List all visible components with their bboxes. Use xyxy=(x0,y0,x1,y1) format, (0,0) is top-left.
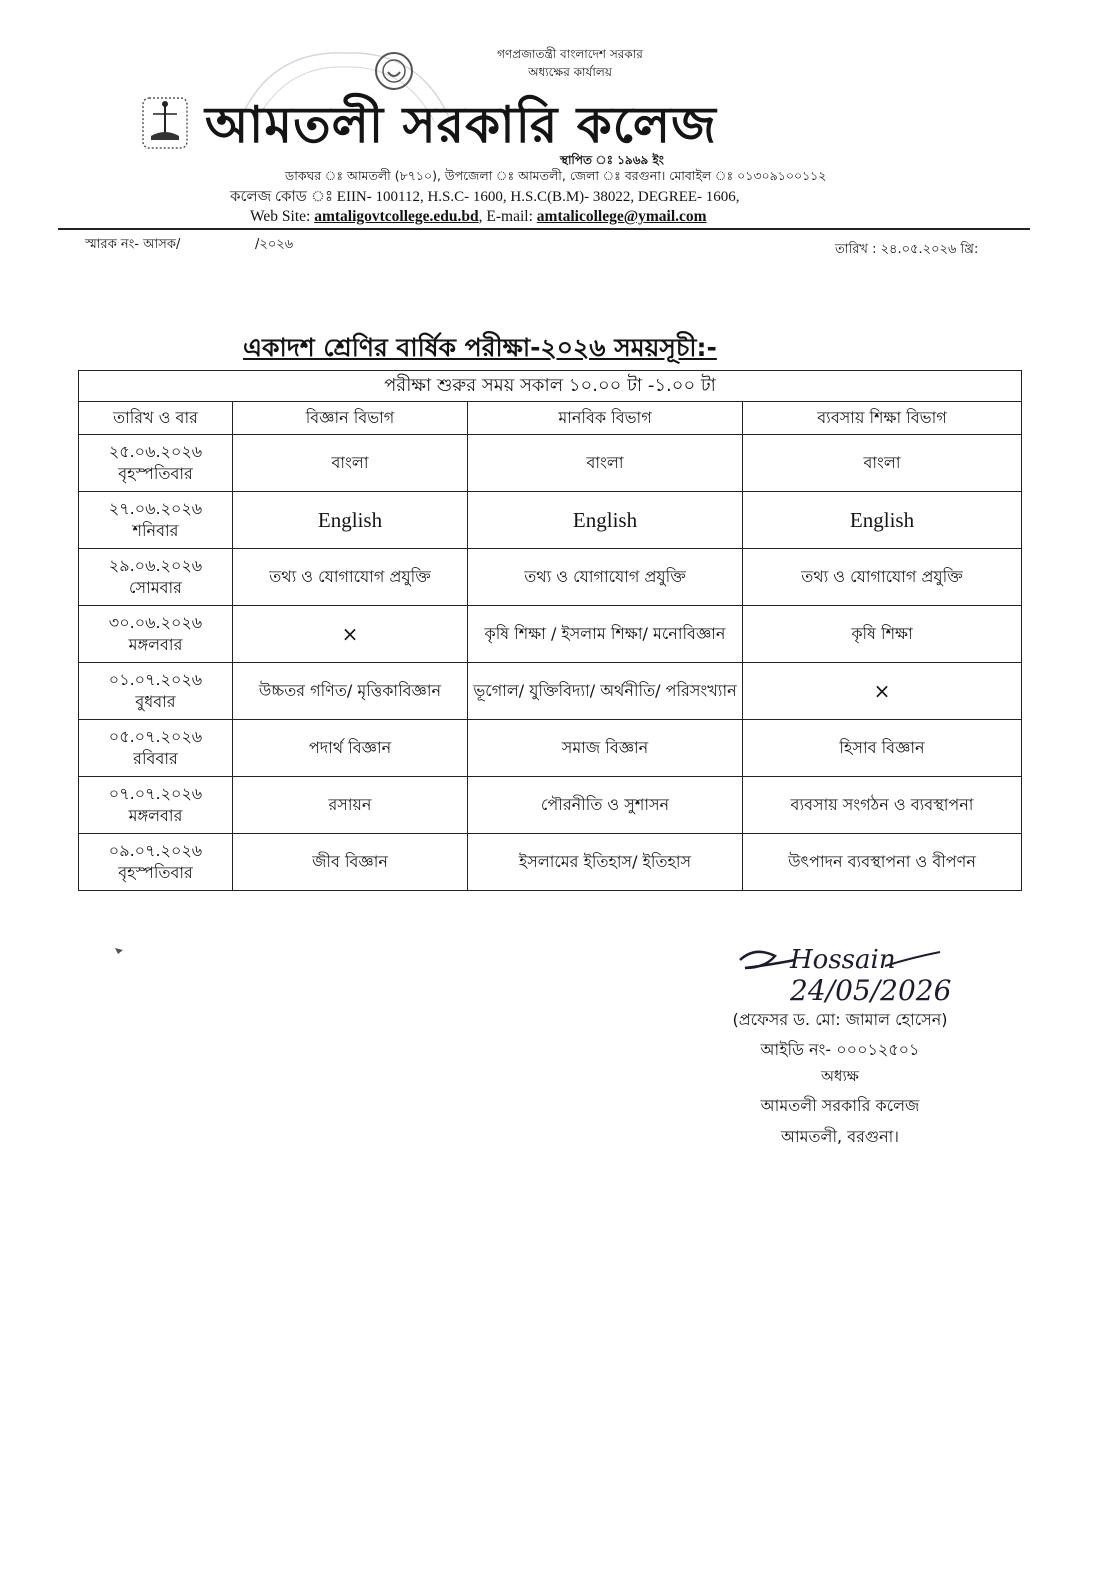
memo-reference: স্মারক নং- আসক/ xyxy=(85,237,181,252)
website-link[interactable]: amtaligovtcollege.edu.bd xyxy=(314,208,479,225)
header-divider xyxy=(58,228,1030,230)
business-subject: × xyxy=(743,663,1022,720)
business-subject: English xyxy=(743,492,1022,549)
business-subject: তথ্য ও যোগাযোগ প্রযুক্তি xyxy=(743,549,1022,606)
office-line: অধ্যক্ষের কার্যালয় xyxy=(528,65,612,79)
science-subject: তথ্য ও যোগাযোগ প্রযুক্তি xyxy=(233,549,468,606)
humanities-subject: বাংলা xyxy=(468,435,743,492)
business-subject: উৎপাদন ব্যবস্থাপনা ও বীপণন xyxy=(743,834,1022,891)
column-header-business: ব্যবসায় শিক্ষা বিভাগ xyxy=(743,402,1022,435)
table-row xyxy=(79,720,1022,777)
pen-mark xyxy=(115,948,123,954)
science-subject: English xyxy=(233,492,468,549)
exam-date: ০৫.০৭.২০২৬ xyxy=(108,727,203,746)
table-row xyxy=(79,492,1022,549)
college-emblem-icon xyxy=(137,92,193,154)
seal-icon xyxy=(373,50,415,92)
business-subject: কৃষি শিক্ষা xyxy=(743,606,1022,663)
exam-time-note: পরীক্ষা শুরুর সময় সকাল ১০.০০ টা -১.০০ টা xyxy=(79,371,1022,402)
exam-day: শনিবার xyxy=(132,521,179,540)
issue-date: তারিখ : ২৪.০৫.২০২৬ খ্রি: xyxy=(835,242,979,257)
business-subject: হিসাব বিজ্ঞান xyxy=(743,720,1022,777)
signature-name-text: Hossain xyxy=(790,945,896,975)
contact-line xyxy=(250,208,707,226)
memo-year: /২০২৬ xyxy=(255,237,294,252)
business-subject: বাংলা xyxy=(743,435,1022,492)
science-subject: × xyxy=(233,606,468,663)
college-name: আমতলী সরকারি কলেজ xyxy=(205,95,717,154)
exam-schedule-table xyxy=(78,370,1022,891)
handwritten-signature xyxy=(735,938,965,1008)
science-subject: পদার্থ বিজ্ঞান xyxy=(233,720,468,777)
email-link[interactable]: amtalicollege@ymail.com xyxy=(536,208,707,225)
table-row xyxy=(79,834,1022,891)
humanities-subject: সমাজ বিজ্ঞান xyxy=(468,720,743,777)
humanities-subject: তথ্য ও যোগাযোগ প্রযুক্তি xyxy=(468,549,743,606)
column-header-humanities: মানবিক বিভাগ xyxy=(468,402,743,435)
column-header-date: তারিখ ও বার xyxy=(79,402,233,435)
humanities-subject: পৌরনীতি ও সুশাসন xyxy=(468,777,743,834)
signatory-name: (প্রফেসর ড. মো: জামাল হোসেন) xyxy=(732,1010,948,1029)
date-cell xyxy=(79,435,233,492)
science-subject: রসায়ন xyxy=(233,777,468,834)
science-subject: জীব বিজ্ঞান xyxy=(233,834,468,891)
table-row xyxy=(79,777,1022,834)
humanities-subject: ইসলামের ইতিহাস/ ইতিহাস xyxy=(468,834,743,891)
signature-date-text: 24/05/2026 xyxy=(790,974,952,1007)
business-subject: ব্যবসায় সংগঠন ও ব্যবস্থাপনা xyxy=(743,777,1022,834)
date-cell xyxy=(79,663,233,720)
exam-day: মঙ্গলবার xyxy=(128,635,183,654)
page-title: একাদশ শ্রেণির বার্ষিক পরীক্ষা-২০২৬ সময়সূচী:- xyxy=(243,333,717,362)
table-row xyxy=(79,435,1022,492)
website-label: Web Site: xyxy=(250,208,311,225)
humanities-subject: ভূগোল/ যুক্তিবিদ্যা/ অর্থনীতি/ পরিসংখ্যান xyxy=(468,663,743,720)
signatory-designation: অধ্যক্ষ xyxy=(821,1067,859,1085)
date-cell xyxy=(79,777,233,834)
exam-date: ২৫.০৬.২০২৬ xyxy=(108,442,203,461)
exam-date: ০৯.০৭.২০২৬ xyxy=(108,841,203,860)
humanities-subject: কৃষি শিক্ষা / ইসলাম শিক্ষা/ মনোবিজ্ঞান xyxy=(468,606,743,663)
exam-day: সোমবার xyxy=(129,578,182,597)
government-line: গণপ্রজাতন্ত্রী বাংলাদেশ সরকার xyxy=(497,47,643,61)
exam-date: ০১.০৭.২০২৬ xyxy=(108,670,203,689)
science-subject: উচ্চতর গণিত/ মৃত্তিকাবিজ্ঞান xyxy=(233,663,468,720)
date-cell xyxy=(79,492,233,549)
exam-date: ২৯.০৬.২০২৬ xyxy=(108,556,203,575)
signatory-location: আমতলী, বরগুনা। xyxy=(780,1127,900,1146)
exam-day: বৃহস্পতিবার xyxy=(118,863,193,882)
science-subject: বাংলা xyxy=(233,435,468,492)
exam-date: ০৭.০৭.২০২৬ xyxy=(108,784,203,803)
humanities-subject: English xyxy=(468,492,743,549)
date-cell xyxy=(79,834,233,891)
established-year: স্থাপিত ঃ ১৯৬৯ ইং xyxy=(560,153,664,167)
exam-date: ৩০.০৬.২০২৬ xyxy=(108,613,203,632)
exam-day: মঙ্গলবার xyxy=(128,806,183,825)
signatory-college: আমতলী সরকারি কলেজ xyxy=(760,1096,920,1115)
email-label: , E-mail: xyxy=(478,208,533,225)
college-address: ডাকঘর ঃ আমতলী (৮৭১০), উপজেলা ঃ আমতলী, জেলা ঃ বরগুনা। মোবাইল ঃ ০১৩০৯১০০১১২ xyxy=(285,168,827,183)
signatory-id: আইডি নং- ০০০১২৫০১ xyxy=(760,1040,920,1059)
college-codes: কলেজ কোড ঃ EIIN- 100112, H.S.C- 1600, H.S.C(B.M)- 38022, DEGREE- 1606, xyxy=(230,189,740,205)
exam-day: বুধবার xyxy=(135,692,176,711)
date-cell xyxy=(79,606,233,663)
date-cell xyxy=(79,720,233,777)
table-header-row xyxy=(79,402,1022,435)
exam-day: রবিবার xyxy=(133,749,178,768)
time-note-row xyxy=(79,371,1022,402)
column-header-science: বিজ্ঞান বিভাগ xyxy=(233,402,468,435)
table-row xyxy=(79,549,1022,606)
exam-day: বৃহস্পতিবার xyxy=(118,464,193,483)
table-row xyxy=(79,606,1022,663)
date-cell xyxy=(79,549,233,606)
exam-date: ২৭.০৬.২০২৬ xyxy=(108,499,203,518)
table-row xyxy=(79,663,1022,720)
